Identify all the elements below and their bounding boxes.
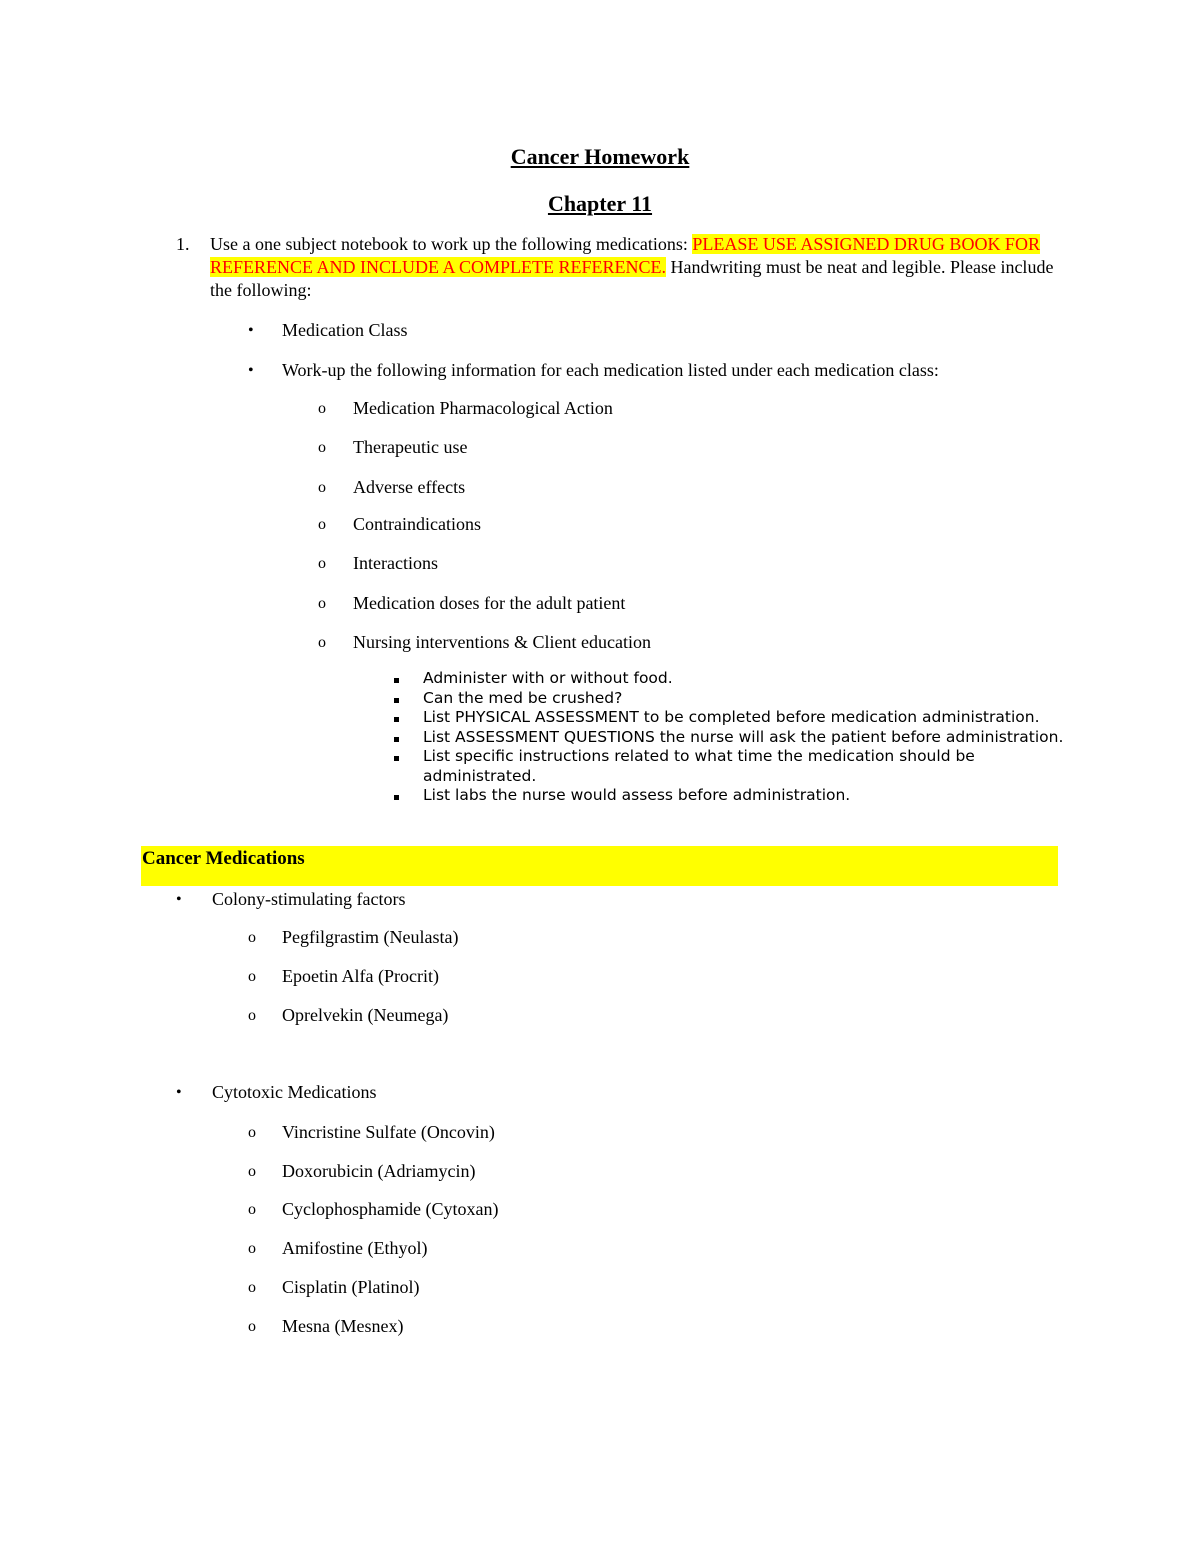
circle-bullet-icon: o: [248, 1163, 256, 1180]
circle-bullet-icon: o: [318, 479, 326, 496]
circle-bullet-icon: o: [248, 1007, 256, 1024]
circle-bullet-icon: o: [248, 1279, 256, 1296]
subitem-text: Adverse effects: [353, 477, 466, 497]
medication-name: Cisplatin (Platinol): [282, 1277, 420, 1297]
square-bullet-icon: [394, 698, 399, 703]
square-bullet-icon: [394, 756, 399, 761]
instruction-text: [210, 233, 1066, 302]
list-item: [392, 708, 1072, 728]
bullet-icon: •: [176, 891, 182, 908]
section-title: Cancer Medications: [142, 848, 305, 869]
section-header-bar: [141, 846, 1058, 886]
medication-name: Oprelvekin (Neumega): [282, 1005, 449, 1025]
subitem-text: Interactions: [353, 553, 438, 573]
square-bullet-icon: [394, 717, 399, 722]
list-item: [392, 747, 1072, 786]
medication-name: Epoetin Alfa (Procrit): [282, 966, 439, 986]
subitem-text: Contraindications: [353, 514, 481, 534]
bullet-icon: •: [248, 362, 254, 379]
list-item-text: List ASSESSMENT QUESTIONS the nurse will ask the patient before administration.: [423, 727, 1064, 746]
page-title: Cancer Homework: [510, 144, 690, 169]
circle-bullet-icon: o: [318, 516, 326, 533]
nursing-details-list: [392, 669, 1072, 806]
chapter-heading: Chapter 11: [547, 191, 653, 216]
circle-bullet-icon: o: [318, 634, 326, 651]
instruction-text-after: Handwriting must be neat and legible. Please include the following:: [210, 257, 1054, 300]
instruction-text-before: Use a one subject notebook to work up the following medications:: [210, 234, 693, 254]
list-item: [392, 669, 1072, 689]
list-item-text: Administer with or without food.: [423, 669, 673, 687]
medication-name: Vincristine Sulfate (Oncovin): [282, 1122, 495, 1142]
subitem-text: Medication doses for the adult patient: [353, 593, 626, 613]
highlighted-instruction: PLEASE USE ASSIGNED DRUG BOOK FOR REFERENCE AND INCLUDE A COMPLETE REFERENCE.: [210, 234, 1040, 277]
bullet-icon: •: [248, 322, 254, 339]
medication-name: Amifostine (Ethyol): [282, 1238, 428, 1258]
list-item-text: Can the med be crushed?: [423, 688, 623, 707]
bullet-text: Medication Class: [282, 320, 408, 340]
subitem-text: Nursing interventions & Client education: [353, 632, 651, 652]
list-item-text: List PHYSICAL ASSESSMENT to be completed before medication administration.: [423, 708, 1040, 726]
circle-bullet-icon: o: [248, 1201, 256, 1218]
list-number: 1.: [176, 234, 190, 254]
square-bullet-icon: [394, 795, 399, 800]
list-item: [392, 728, 1072, 748]
square-bullet-icon: [394, 737, 399, 742]
medication-name: Cyclophosphamide (Cytoxan): [282, 1199, 499, 1219]
circle-bullet-icon: o: [248, 1124, 256, 1141]
circle-bullet-icon: o: [248, 929, 256, 946]
medication-name: Mesna (Mesnex): [282, 1316, 404, 1336]
bullet-icon: •: [176, 1084, 182, 1101]
subitem-text: Therapeutic use: [353, 437, 468, 457]
circle-bullet-icon: o: [248, 1240, 256, 1257]
list-item-text: List labs the nurse would assess before administration.: [423, 786, 851, 804]
instruction-item-1: [176, 233, 1066, 302]
subitem-text: Medication Pharmacological Action: [353, 398, 613, 418]
list-item-text: List specific instructions related to what time the medication should be administrated.: [423, 747, 975, 785]
circle-bullet-icon: o: [318, 400, 326, 417]
list-item: [392, 689, 1072, 709]
group-name: Cytotoxic Medications: [212, 1082, 377, 1102]
bullet-text: Work-up the following information for each medication listed under each medication class:: [282, 360, 939, 380]
circle-bullet-icon: o: [248, 968, 256, 985]
medication-name: Doxorubicin (Adriamycin): [282, 1161, 476, 1181]
circle-bullet-icon: o: [318, 439, 326, 456]
circle-bullet-icon: o: [248, 1318, 256, 1335]
circle-bullet-icon: o: [318, 595, 326, 612]
circle-bullet-icon: o: [318, 555, 326, 572]
square-bullet-icon: [394, 678, 399, 683]
medication-name: Pegfilgrastim (Neulasta): [282, 927, 459, 947]
list-item: [392, 786, 1072, 806]
group-name: Colony-stimulating factors: [212, 889, 406, 909]
